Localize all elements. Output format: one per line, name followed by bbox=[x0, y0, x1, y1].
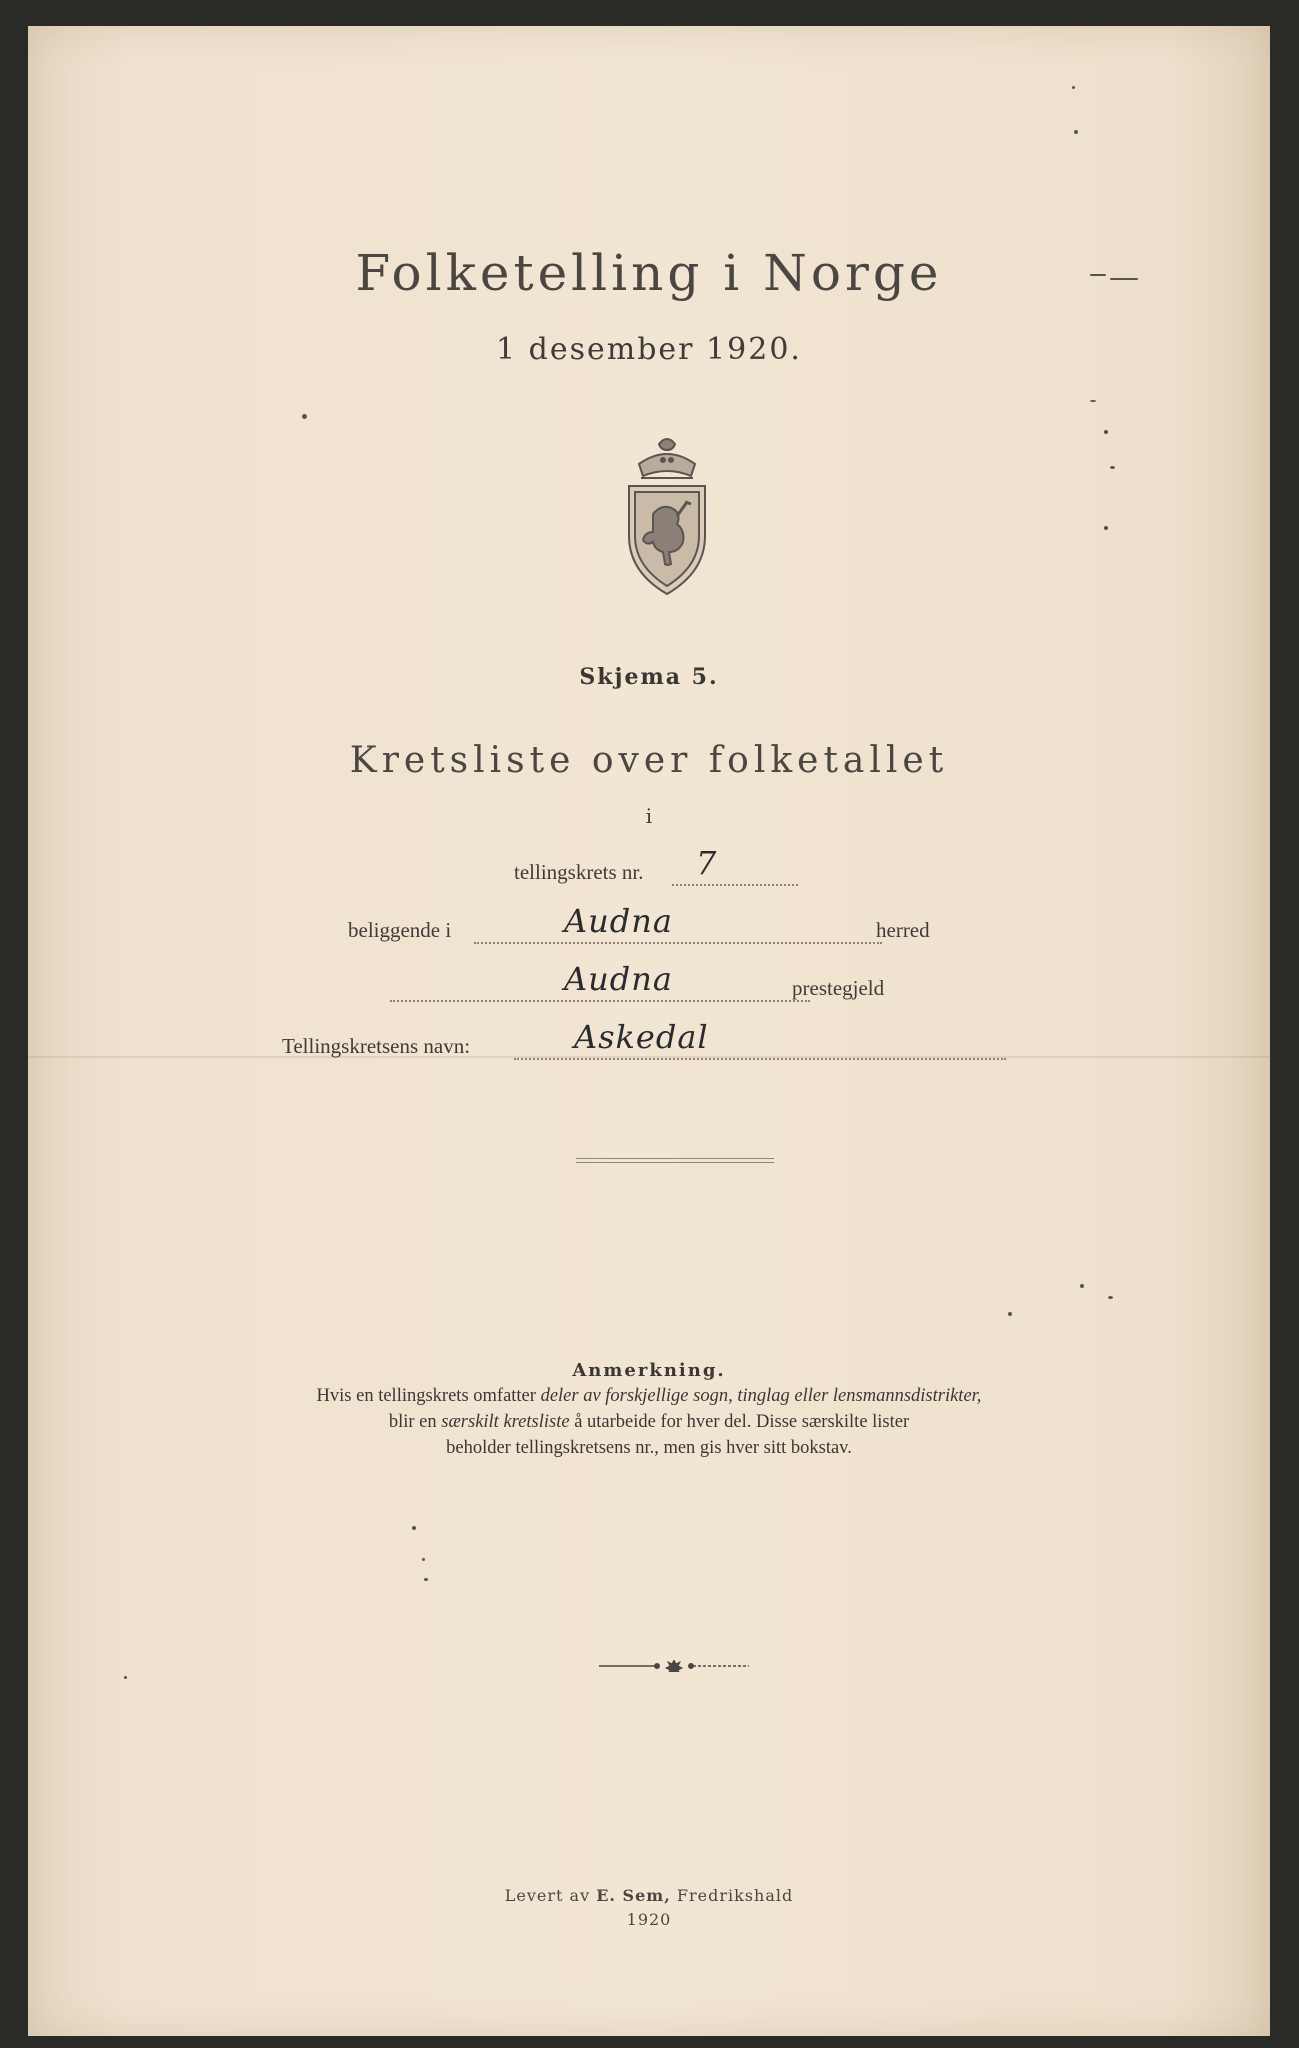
paper-speck bbox=[412, 1526, 416, 1530]
paper-speck bbox=[1110, 466, 1115, 469]
paper-speck bbox=[422, 1558, 425, 1561]
paper-speck bbox=[302, 414, 307, 419]
form-date: 1 desember 1920. bbox=[496, 332, 802, 367]
municipality-suffix: herred bbox=[876, 918, 930, 942]
note-title: Anmerkning. bbox=[572, 1360, 726, 1381]
note-line-1-text: Hvis en tellingskrets omfatter bbox=[316, 1386, 541, 1406]
note-line-1-italic: deler av forskjellige sogn, tinglag eller lensmannsdistrikter, bbox=[540, 1386, 982, 1406]
parish-value: Audna bbox=[564, 960, 673, 998]
municipality-value: Audna bbox=[564, 902, 673, 940]
paper-speck bbox=[1110, 278, 1138, 280]
printer-name: E. Sem, bbox=[596, 1886, 671, 1905]
paper-speck bbox=[1108, 1296, 1113, 1299]
district-number-label: tellingskrets nr. bbox=[514, 860, 644, 884]
municipality-line bbox=[474, 942, 882, 944]
paper-speck bbox=[1104, 430, 1108, 434]
paper-sheet bbox=[28, 26, 1270, 2036]
note-line-1 bbox=[28, 1386, 1270, 1407]
paper-speck bbox=[1008, 1312, 1012, 1316]
connector-word: i bbox=[645, 804, 653, 828]
note-line-2-text: blir en bbox=[388, 1412, 442, 1432]
note-line-3: beholder tellingskretsens nr., men gis hver sitt bokstav. bbox=[446, 1438, 852, 1458]
paper-speck bbox=[1104, 526, 1108, 530]
district-number-line bbox=[672, 884, 798, 886]
district-number-value: 7 bbox=[696, 844, 718, 882]
paper-speck bbox=[1074, 130, 1078, 134]
norwegian-coat-of-arms-icon bbox=[619, 430, 715, 596]
printer-year: 1920 bbox=[626, 1910, 672, 1929]
paper-speck bbox=[124, 1676, 127, 1679]
paper-speck bbox=[1090, 400, 1096, 402]
note-line-2 bbox=[28, 1412, 1270, 1433]
paper-speck bbox=[424, 1578, 428, 1581]
municipality-label: beliggende i bbox=[348, 918, 452, 942]
district-name-value: Askedal bbox=[574, 1018, 709, 1056]
district-name-line bbox=[514, 1058, 1006, 1060]
paper-speck bbox=[1090, 274, 1106, 276]
parish-label: prestegjeld bbox=[792, 976, 885, 1000]
paper-speck bbox=[1072, 86, 1075, 89]
paper-speck bbox=[1080, 1284, 1084, 1288]
note-line-2-end: å utarbeide for hver del. Disse særskilte lister bbox=[569, 1412, 910, 1432]
parish-line bbox=[390, 1000, 810, 1002]
form-title: Folketelling i Norge bbox=[355, 244, 943, 302]
printer-place: Fredrikshald bbox=[670, 1886, 794, 1905]
form-heading: Kretsliste over folketallet bbox=[349, 740, 949, 781]
decorative-divider-ornament bbox=[599, 1660, 749, 1672]
note-line-2-italic: særskilt kretsliste bbox=[441, 1412, 570, 1432]
section-divider bbox=[576, 1158, 774, 1163]
printer-prefix: Levert av bbox=[504, 1886, 597, 1905]
schema-label: Skjema 5. bbox=[579, 664, 719, 690]
printer-line bbox=[28, 1886, 1270, 1905]
district-name-label: Tellingskretsens navn: bbox=[282, 1034, 471, 1058]
